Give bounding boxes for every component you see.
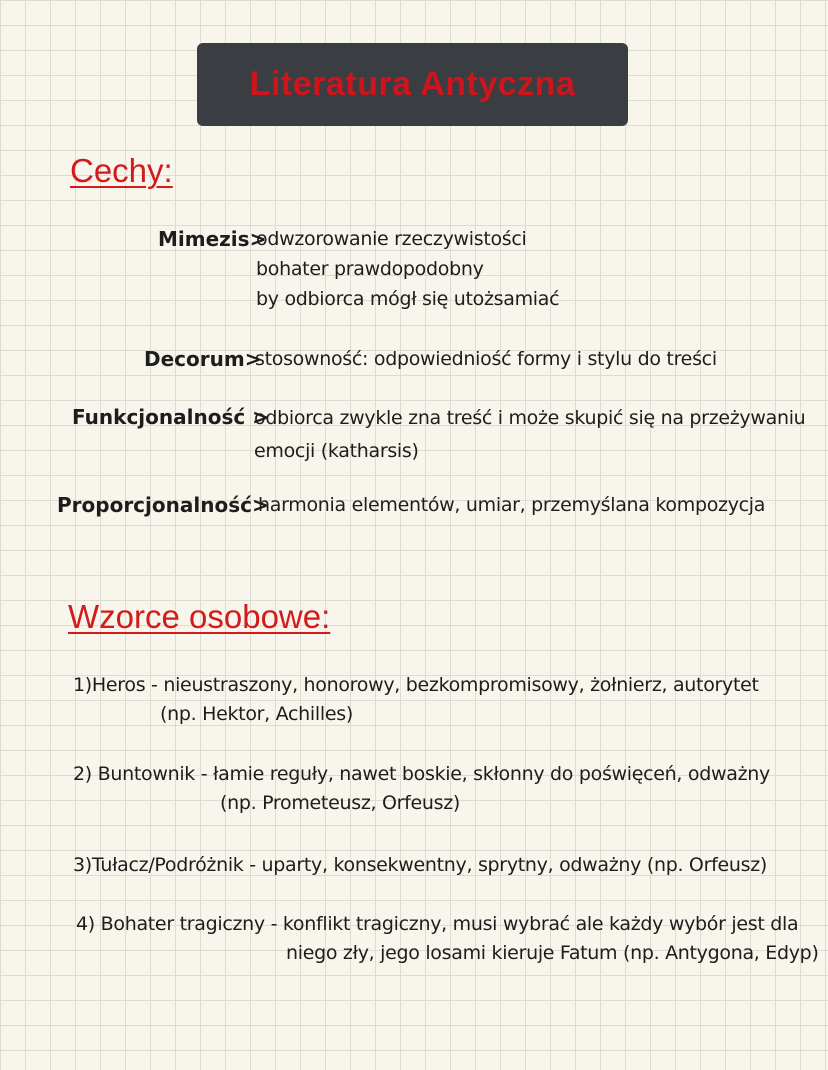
feature-desc-decorum xyxy=(255,344,717,374)
title-banner xyxy=(197,43,628,126)
ideal-line: 1)Heros - nieustraszony, honorowy, bezkompromisowy, żołnierz, autorytet xyxy=(73,674,759,696)
ideal-item-buntownik xyxy=(73,760,770,818)
feature-desc-proporcjonalnosc xyxy=(258,490,765,520)
feature-line: odbiorca zwykle zna treść i może skupić się na przeżywaniu xyxy=(254,407,806,429)
ideal-line: 3)Tułacz/Podróżnik - uparty, konsekwentny, sprytny, odważny (np. Orfeusz) xyxy=(73,854,768,876)
feature-term-mimezis: Mimezis> xyxy=(158,227,267,251)
feature-line: by odbiorca mógł się utożsamiać xyxy=(256,288,560,310)
features-heading: Cechy: xyxy=(70,152,173,189)
feature-line: odwzorowanie rzeczywistości xyxy=(256,228,527,250)
feature-desc-funkcjonalnosc xyxy=(254,402,805,468)
ideal-item-tulacz xyxy=(73,851,767,880)
feature-term-decorum: Decorum> xyxy=(144,347,262,371)
feature-line: stosowność: odpowiedniość formy i stylu do treści xyxy=(255,348,717,370)
feature-term-funkcjonalnosc: Funkcjonalność > xyxy=(72,405,269,429)
ideal-line: niego zły, jego losami kieruje Fatum (np. Antygona, Edyp) xyxy=(286,942,819,964)
ideal-line: (np. Hektor, Achilles) xyxy=(160,703,353,725)
ideal-line: 4) Bohater tragiczny - konflikt tragiczny, musi wybrać ale każdy wybór jest dla xyxy=(76,913,799,935)
ideal-line: (np. Prometeusz, Orfeusz) xyxy=(220,792,461,814)
ideals-heading: Wzorce osobowe: xyxy=(68,598,331,635)
ideal-item-bohater-tragiczny xyxy=(76,910,819,968)
feature-line: emocji (katharsis) xyxy=(254,440,419,462)
feature-term-proporcjonalnosc: Proporcjonalność> xyxy=(57,493,269,517)
feature-line: bohater prawdopodobny xyxy=(256,258,484,280)
feature-desc-mimezis xyxy=(256,224,559,314)
page-title: Literatura Antyczna xyxy=(249,65,576,103)
feature-line: harmonia elementów, umiar, przemyślana kompozycja xyxy=(258,494,766,516)
ideal-line: 2) Buntownik - łamie reguły, nawet boskie, skłonny do poświęceń, odważny xyxy=(73,763,770,785)
ideal-item-heros xyxy=(73,671,759,729)
